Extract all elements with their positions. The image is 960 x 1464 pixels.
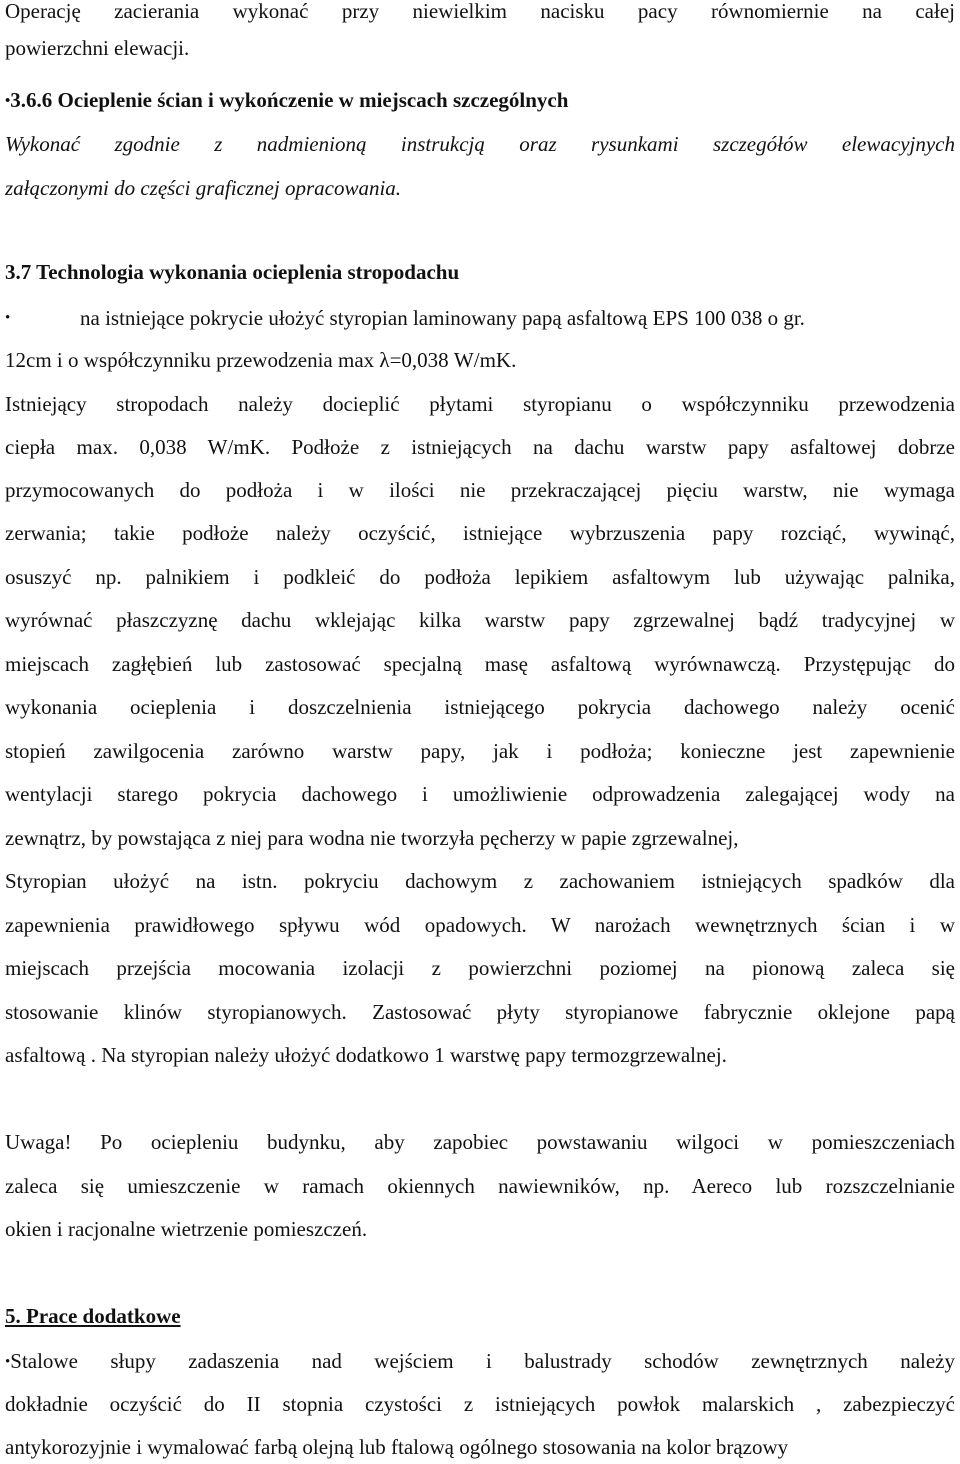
bullet-icon: • <box>5 310 11 326</box>
section-5-line-1 <box>5 1346 955 1376</box>
paragraph-line: zewnątrz, by powstająca z niej para wodna nie tworzyła pęcherzy w papie zgrzewalnej, <box>5 826 739 850</box>
paragraph-line: asfaltową . Na styropian należy ułożyć dodatkowo 1 warstwę papy termozgrzewalnej. <box>5 1043 727 1067</box>
paragraph-line: miejscach przejścia mocowania izolacji z powierzchni poziomej na pionową zaleca się <box>5 956 955 980</box>
paragraph-line: zapewnienia prawidłowego spływu wód opadowych. W narożach wewnętrznych ścian i w <box>5 913 955 937</box>
section-3-6-6-heading <box>5 85 955 115</box>
section-3-7-item-line-1: na istniejące pokrycie ułożyć styropian laminowany papą asfaltową EPS 100 038 o gr. <box>80 306 805 330</box>
section-5-heading <box>5 1301 955 1331</box>
section-3-6-6-line-1: Wykonać zgodnie z nadmienioną instrukcją oraz rysunkami szczegółów elewacyjnych <box>5 132 955 156</box>
section-5-title: 5. Prace dodatkowe <box>5 1304 181 1328</box>
section-5-line-3: antykorozyjnie i wymalować farbą olejną lub ftalową ogólnego stosowania na kolor brązowy <box>5 1435 789 1459</box>
bullet-icon: • <box>5 1354 11 1370</box>
section-3-6-6-title: 3.6.6 Ocieplenie ścian i wykończenie w miejscach szczególnych <box>10 88 569 112</box>
paragraph-line: Istniejący stropodach należy docieplić płytami styropianu o współczynniku przewodzenia <box>5 392 955 416</box>
note-line-1: Uwaga! Po ociepleniu budynku, aby zapobiec powstawaniu wilgoci w pomieszczeniach <box>5 1130 955 1154</box>
paragraph-line: ciepła max. 0,038 W/mK. Podłoże z istniejących na dachu warstw papy asfaltowej dobrze <box>5 435 955 459</box>
paragraph-line: wentylacji starego pokrycia dachowego i umożliwienie odprowadzenia zalegającej wody na <box>5 782 955 806</box>
section-3-7-item-line-2: 12cm i o współczynniku przewodzenia max λ=0,038 W/mK. <box>5 348 517 372</box>
section-3-7-heading: 3.7 Technologia wykonania ocieplenia stropodachu <box>5 260 460 284</box>
section-3-6-6-line-2: załączonymi do części graficznej opracowania. <box>5 176 402 200</box>
intro-line-1: Operację zacierania wykonać przy niewielkim nacisku pacy równomiernie na całej <box>5 0 955 23</box>
note-line-3: okien i racjonalne wietrzenie pomieszczeń. <box>5 1217 368 1241</box>
section-5-text-1: Stalowe słupy zadaszenia nad wejściem i balustrady schodów zewnętrznych należy <box>10 1349 955 1373</box>
paragraph-line: stopień zawilgocenia zarówno warstw papy, jak i podłoża; konieczne jest zapewnienie <box>5 739 955 763</box>
bullet-icon: • <box>5 93 11 109</box>
note-line-2: zaleca się umieszczenie w ramach okiennych nawiewników, np. Aereco lub rozszczelnianie <box>5 1174 955 1198</box>
paragraph-line: miejscach zagłębień lub zastosować specjalną masę asfaltową wyrównawczą. Przystępując do <box>5 652 955 676</box>
paragraph-line: stosowanie klinów styropianowych. Zastosować płyty styropianowe fabrycznie oklejone papą <box>5 1000 955 1024</box>
paragraph-line: wykonania ocieplenia i doszczelnienia istniejącego pokrycia dachowego należy ocenić <box>5 695 955 719</box>
paragraph-line: Styropian ułożyć na istn. pokryciu dachowym z zachowaniem istniejących spadków dla <box>5 869 955 893</box>
intro-line-2: powierzchni elewacji. <box>5 36 190 60</box>
paragraph-line: zerwania; takie podłoże należy oczyścić, istniejące wybrzuszenia papy rozciąć, wywinąć, <box>5 521 955 545</box>
section-5-line-2: dokładnie oczyścić do II stopnia czystości z istniejących powłok malarskich , zabezpieczyć <box>5 1392 955 1416</box>
paragraph-line: przymocowanych do podłoża i w ilości nie przekraczającej pięciu warstw, nie wymaga <box>5 478 955 502</box>
paragraph-line: osuszyć np. palnikiem i podkleić do podłoża lepikiem asfaltowym lub używając palnika, <box>5 565 955 589</box>
paragraph-line: wyrównać płaszczyznę dachu wklejając kilka warstw papy zgrzewalnej bądź tradycyjnej w <box>5 608 955 632</box>
